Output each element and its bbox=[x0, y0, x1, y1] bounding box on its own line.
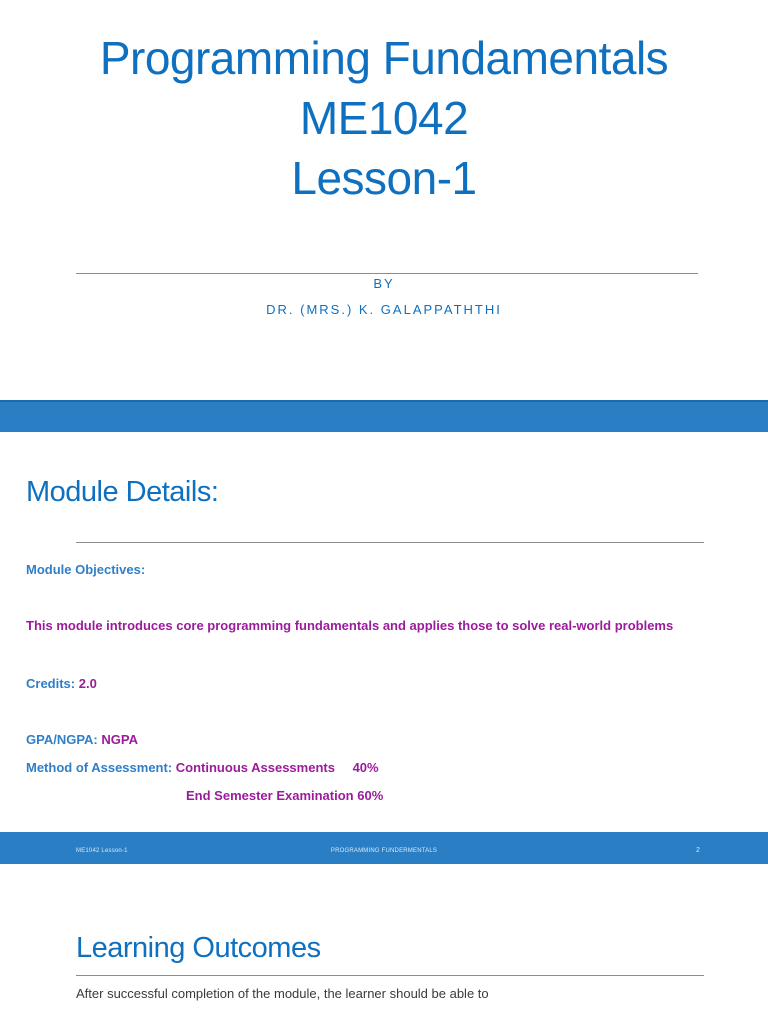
assessment-item-weight: 60% bbox=[357, 788, 384, 803]
credits-value: 2.0 bbox=[78, 676, 97, 691]
learning-outcomes-slide bbox=[0, 864, 768, 1024]
objectives-label: Module Objectives: bbox=[26, 562, 146, 577]
gpa-row bbox=[26, 732, 138, 747]
credits-row bbox=[26, 676, 97, 691]
title-divider bbox=[76, 273, 698, 274]
objectives-text: This module introduces core programming fundamentals and applies those to solve real-world problems bbox=[26, 618, 674, 633]
assessment-item-name: Continuous Assessments bbox=[175, 760, 335, 775]
byline-by: BY bbox=[373, 276, 395, 291]
slide-heading: Learning Outcomes bbox=[76, 932, 321, 964]
footer-course-code: ME1042 Lesson-1 bbox=[76, 848, 128, 854]
author-name: DR. (MRS.) K. GALAPPATHTHI bbox=[266, 302, 502, 317]
assessment-item-weight: 40% bbox=[352, 760, 379, 775]
assessment-row-2 bbox=[186, 788, 383, 803]
slide-separator-band bbox=[0, 400, 768, 432]
footer-page-number: 2 bbox=[696, 847, 701, 854]
footer-course-title: PROGRAMMING FUNDERMENTALS bbox=[330, 848, 438, 854]
band-edge bbox=[0, 400, 768, 402]
slide-heading: Module Details: bbox=[26, 476, 219, 508]
title-line-code: ME1042 bbox=[299, 92, 469, 144]
module-details-slide bbox=[0, 432, 768, 832]
gpa-value: NGPA bbox=[101, 732, 138, 747]
credits-label: Credits: bbox=[26, 676, 76, 691]
slide-title bbox=[0, 28, 768, 208]
gpa-label: GPA/NGPA: bbox=[26, 732, 98, 747]
heading-divider bbox=[76, 975, 704, 976]
assessment-label: Method of Assessment: bbox=[26, 760, 173, 775]
title-line-course: Programming Fundamentals bbox=[99, 32, 669, 84]
assessment-row bbox=[26, 760, 379, 775]
title-line-lesson: Lesson-1 bbox=[291, 152, 477, 204]
assessment-item-name: End Semester Examination bbox=[186, 788, 354, 803]
outcomes-intro-text: After successful completion of the module, the learner should be able to bbox=[76, 986, 489, 1001]
heading-divider bbox=[76, 542, 704, 543]
title-slide bbox=[0, 0, 768, 400]
slide-footer-band bbox=[0, 832, 768, 864]
